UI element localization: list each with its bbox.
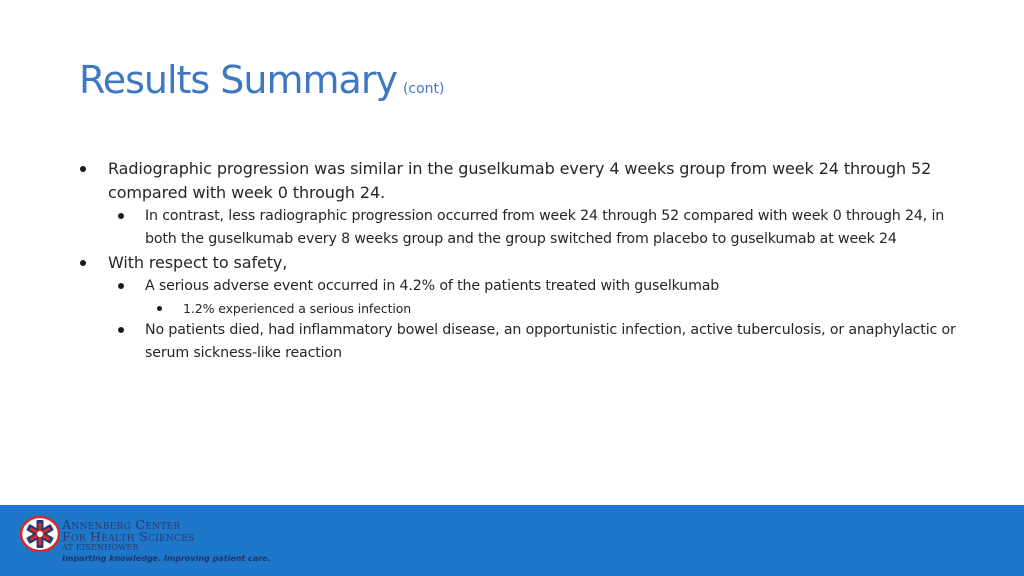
bullet-list bbox=[79, 157, 959, 365]
bullet-dot-icon bbox=[80, 260, 86, 266]
title-text: Results Summary bbox=[79, 58, 397, 102]
slide-title bbox=[79, 58, 445, 102]
logo-tagline: Imparting knowledge. Improving patient care. bbox=[62, 554, 271, 563]
sub-sub-bullet-item bbox=[155, 298, 959, 319]
logo-line-3: AT EISENHOWER bbox=[62, 543, 139, 552]
title-suffix: (cont) bbox=[402, 81, 445, 97]
logo-line-2: For Health Sciences bbox=[62, 529, 195, 544]
sub-bullet-text: In contrast, less radiographic progression occurred from week 24 through 52 compared with week 0 through 24, in both the guselkumab every 8 weeks group and the group switched from placebo to guselkumab at week 24 bbox=[145, 208, 945, 247]
sub-sub-bullet-text: 1.2% experienced a serious infection bbox=[183, 301, 412, 316]
bullet-dot-icon bbox=[118, 213, 124, 219]
sub-bullet-item bbox=[116, 205, 959, 251]
star-of-life-icon bbox=[20, 514, 60, 554]
sub-bullet-text: A serious adverse event occurred in 4.2% of the patients treated with guselkumab bbox=[145, 278, 720, 294]
sub-bullet-item bbox=[116, 319, 959, 365]
logo-line-1: Annenberg Center bbox=[62, 517, 181, 532]
bullet-text: Radiographic progression was similar in the guselkumab every 4 weeks group from week 24 through 52 compared with week 0 through 24. bbox=[108, 159, 932, 202]
sub-bullet-item bbox=[116, 275, 959, 298]
sub-bullet-text: No patients died, had inflammatory bowel disease, an opportunistic infection, active tuberculosis, or anaphylactic or serum sickness-like reaction bbox=[145, 322, 956, 361]
bullet-dot-icon bbox=[118, 283, 124, 289]
bullet-dot-icon bbox=[80, 166, 86, 172]
bullet-text: With respect to safety, bbox=[108, 253, 288, 272]
organization-logo-text bbox=[62, 519, 271, 564]
bullet-item bbox=[79, 251, 959, 275]
bullet-dot-icon bbox=[157, 306, 162, 311]
bullet-item bbox=[79, 157, 959, 205]
bullet-dot-icon bbox=[118, 327, 124, 333]
